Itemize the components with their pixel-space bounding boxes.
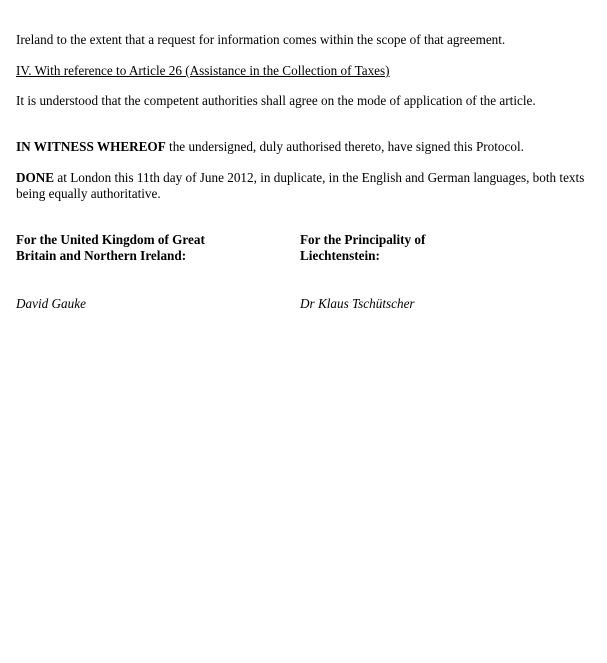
done-text: at London this 11th day of June 2012, in duplicate, in the English and German languages, both texts being equally authoritative. [16,170,585,201]
witness-lead: IN WITNESS WHEREOF [16,139,166,154]
done-lead: DONE [16,170,55,185]
witness-paragraph [16,139,596,155]
continuation-paragraph: Ireland to the extent that a request for information comes within the scope of that agreement. [16,32,506,47]
signatory-block-uk [16,232,216,311]
signatory-block-liechtenstein [300,232,500,311]
section-paragraph: It is understood that the competent authorities shall agree on the mode of application of the article. [16,93,536,108]
section-heading: IV. With reference to Article 26 (Assistance in the Collection of Taxes) [16,63,390,78]
signatory-heading: For the Principality of Liechtenstein: [300,232,426,263]
signatory-name: Dr Klaus Tschütscher [300,296,415,311]
signatory-heading: For the United Kingdom of Great Britain and Northern Ireland: [16,232,205,263]
done-paragraph [16,170,588,202]
signatory-name: David Gauke [16,296,86,311]
witness-text: the undersigned, duly authorised thereto, have signed this Protocol. [165,139,524,154]
